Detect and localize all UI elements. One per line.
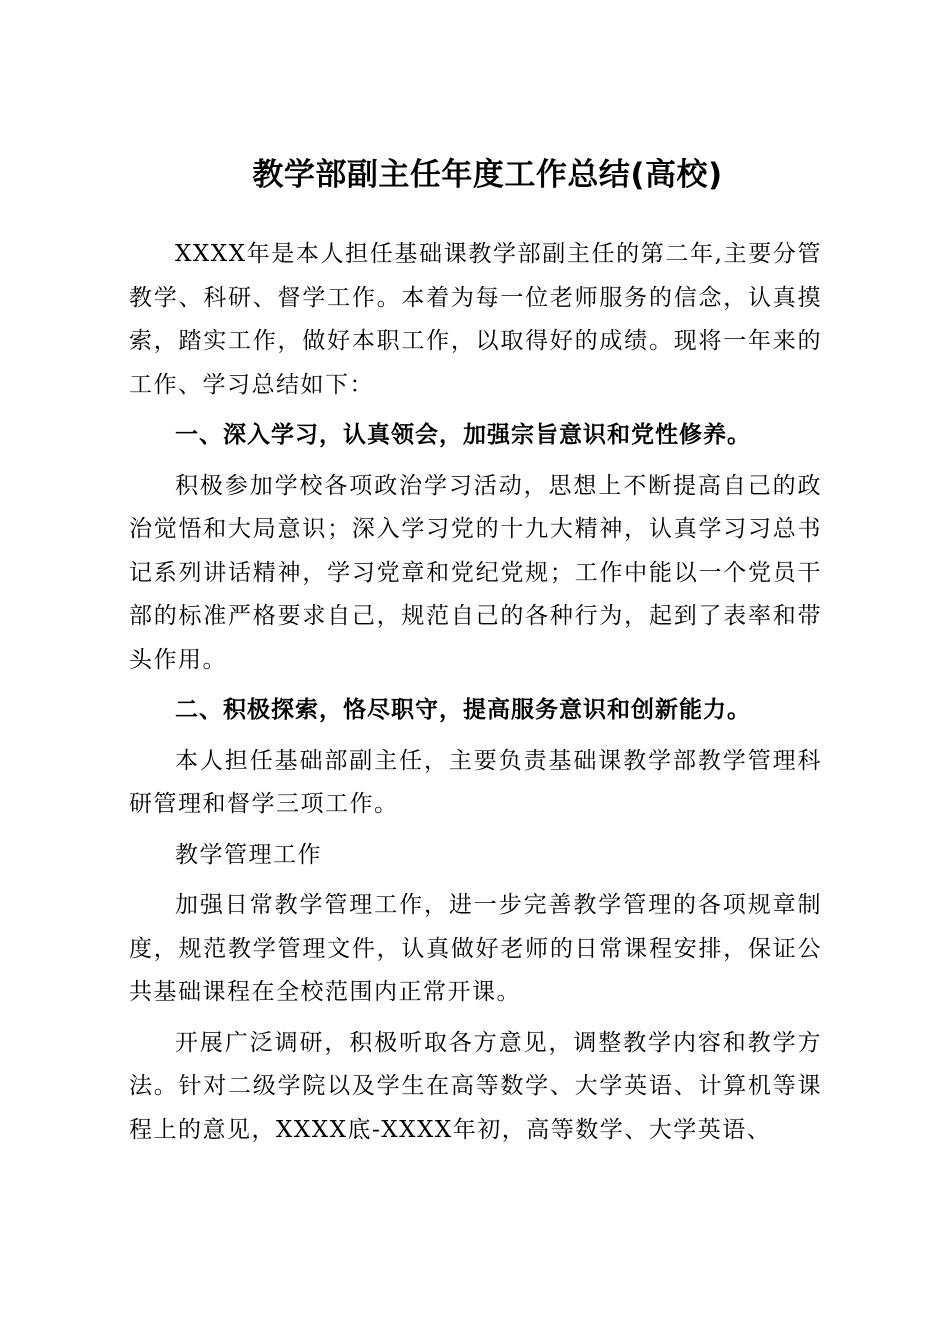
teaching-paragraph-2: 开展广泛调研，积极听取各方意见，调整教学内容和教学方法。针对二级学院以及学生在高等数学、大学英语、计算机等课程上的意见，XXXX底-XXXX年初，高等数学、大学英语、 (129, 1029, 822, 1143)
subsection-heading-teaching: 教学管理工作 (175, 841, 322, 868)
section-2-paragraph: 本人担任基础部副主任，主要负责基础课教学部教学管理科研管理和督学三项工作。 (129, 747, 822, 817)
section-heading-2: 二、积极探索，恪尽职守，提高服务意识和创新能力。 (175, 697, 751, 723)
document-content (129, 147, 822, 1159)
teaching-paragraph-1: 加强日常教学管理工作，进一步完善教学管理的各项规章制度，规范教学管理文件，认真做好老师的日常课程安排，保证公共基础课程在全校范围内正常开课。 (129, 892, 822, 1005)
section-heading-1: 一、深入学习，认真领会，加强宗旨意识和党性修养。 (175, 422, 751, 448)
document-title: 教学部副主任年度工作总结(高校) (252, 157, 723, 193)
section-1-paragraph: 积极参加学校各项政治学习活动，思想上不断提高自己的政治觉悟和大局意识；深入学习党的十九大精神，认真学习习总书记系列讲话精神，学习党章和党纪党规；工作中能以一个党员干部的标准严格要求自己，规范自己的各种行为，起到了表率和带头作用。 (129, 472, 822, 673)
document-body (129, 233, 822, 1152)
intro-paragraph: XXXX年是本人担任基础课教学部副主任的第二年,主要分管教学、科研、督学工作。本着为每一位老师服务的信念，认真摸索，踏实工作，做好本职工作，以取得好的成绩。现将一年来的工作、学习总结如下： (129, 241, 822, 398)
